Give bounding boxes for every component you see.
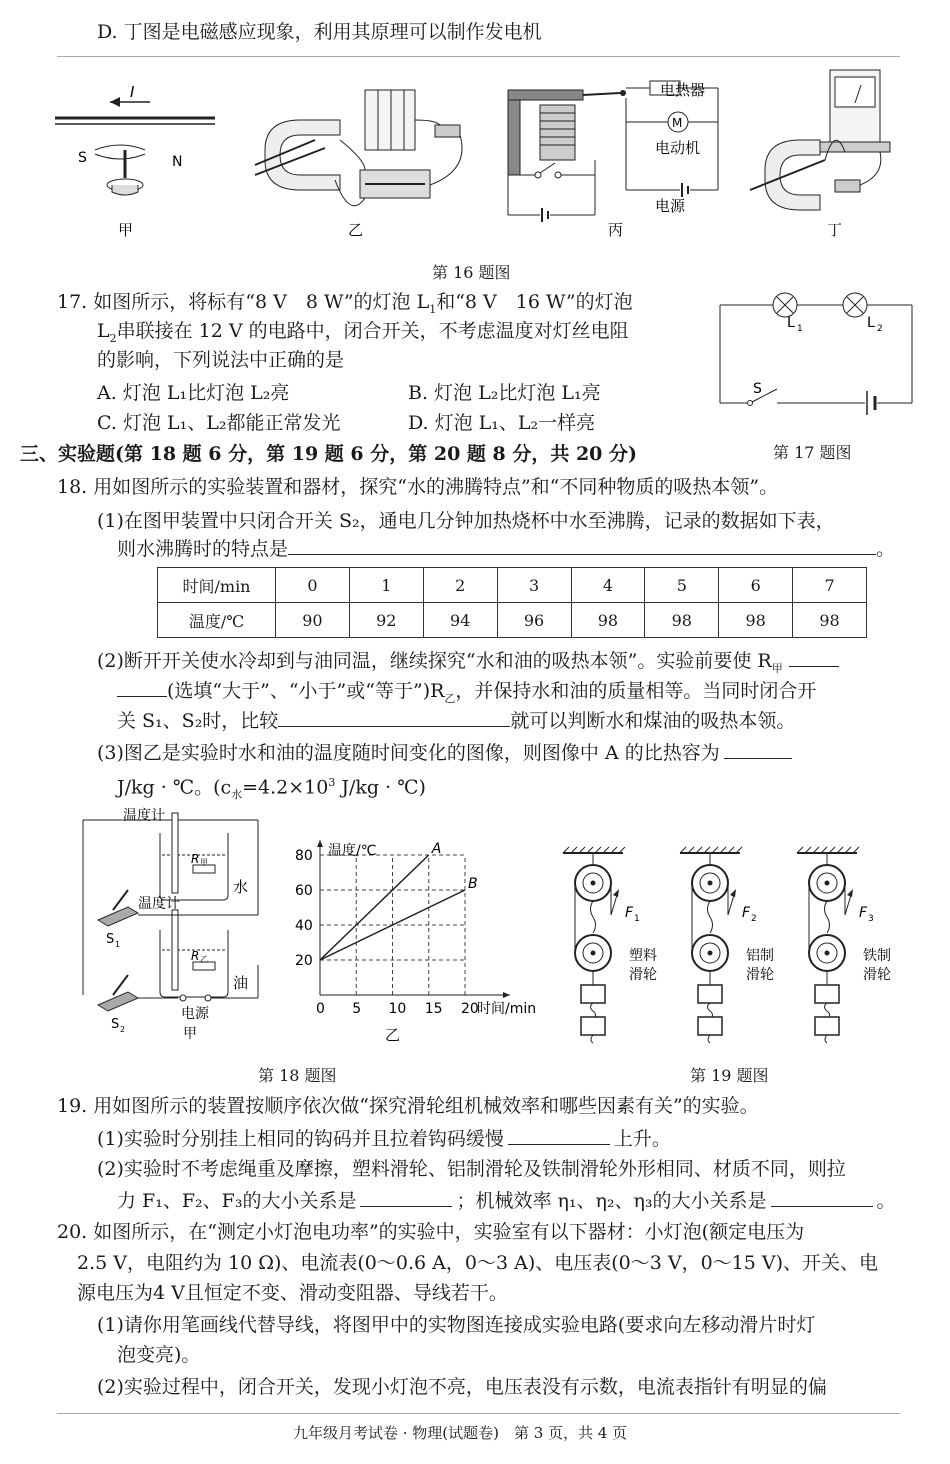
pulley-kind-label: 滑轮 bbox=[746, 967, 774, 983]
series-line-A bbox=[320, 855, 429, 960]
table-cell: 3 bbox=[497, 568, 571, 603]
q17-line3: 的影响，下列说法中正确的是 bbox=[97, 349, 345, 371]
motor-label: 电动机 bbox=[655, 139, 701, 157]
table-cell: 98 bbox=[719, 603, 793, 638]
q18-answer-blank-3[interactable] bbox=[278, 708, 510, 727]
q19-p1: (1)实验时分别挂上相同的钩码并且拉着钩码缓慢 上升。 bbox=[97, 1128, 671, 1150]
q20-line2: 2.5 V，电阻约为 10 Ω)、电流表(0～0.6 A，0～3 A)、电压表(0～3 V，0～15 V)、开关、电 bbox=[77, 1252, 879, 1274]
section-3-heading: 三、实验题(第 18 题 6 分，第 19 题 6 分，第 20 题 8 分，共 20 分) bbox=[20, 443, 638, 465]
force-sub: 1 bbox=[634, 914, 640, 924]
table-cell: 92 bbox=[349, 603, 423, 638]
series-label-A: A bbox=[431, 841, 442, 857]
x-axis-arrow bbox=[503, 992, 510, 998]
q17-option-b[interactable]: B. 灯泡 L₂比灯泡 L₁亮 bbox=[408, 382, 601, 404]
heater-label: 电热器 bbox=[660, 81, 706, 99]
r-yi-sub: 乙 bbox=[200, 955, 208, 964]
weight bbox=[581, 985, 605, 1003]
pulley-kind-label: 滑轮 bbox=[629, 967, 657, 983]
q18-answer-blank-2a[interactable] bbox=[789, 648, 839, 667]
hook bbox=[591, 901, 596, 933]
x-tick-label: 5 bbox=[352, 1001, 362, 1017]
series-label-B: B bbox=[468, 876, 478, 892]
y-axis-label: 温度/℃ bbox=[328, 843, 377, 859]
y-axis-arrow bbox=[317, 840, 323, 847]
q18-answer-blank-2b[interactable] bbox=[117, 678, 167, 697]
q19-stem: 19. 用如图所示的装置按顺序依次做“探究滑轮组机械效率和哪些因素有关”的实验。 bbox=[57, 1095, 759, 1117]
l2-label: L bbox=[867, 315, 875, 331]
thermometer-2-label: 温度计 bbox=[138, 896, 180, 912]
thermometer-1-label: 温度计 bbox=[123, 808, 165, 824]
table-cell: 6 bbox=[719, 568, 793, 603]
table-cell: 98 bbox=[645, 603, 719, 638]
pulley-kind-label: 滑轮 bbox=[863, 967, 891, 983]
fig-bing-label: 丙 bbox=[608, 221, 624, 239]
q17-circuit bbox=[715, 285, 915, 425]
q16-caption: 第 16 题图 bbox=[432, 263, 511, 282]
movable-pulley-axle bbox=[591, 951, 596, 956]
fig-ding-label: 丁 bbox=[827, 221, 843, 239]
q16-figure-ding bbox=[745, 65, 905, 250]
footer-divider bbox=[57, 1413, 900, 1414]
table-cell: 4 bbox=[571, 568, 645, 603]
q18-p2-line2: (选填“大于”、“小于”或“等于$”)R_乙$，并保持水和油的质量相等。当同时闭合开 bbox=[117, 678, 816, 712]
fixed-pulley-axle bbox=[825, 881, 830, 886]
chart-figure-label: 乙 bbox=[385, 1026, 401, 1044]
q17-option-a[interactable]: A. 灯泡 L₁比灯泡 L₂亮 bbox=[97, 382, 290, 404]
pulley-material-label: 塑料 bbox=[629, 948, 657, 964]
table-row-label: 温度/℃ bbox=[158, 603, 276, 638]
divider bbox=[57, 56, 900, 57]
q16-figure-yi bbox=[245, 80, 475, 250]
weight-hook bbox=[591, 1035, 593, 1043]
hook bbox=[708, 901, 713, 933]
table-cell: 1 bbox=[349, 568, 423, 603]
table-cell: 7 bbox=[793, 568, 867, 603]
q18-caption: 第 18 题图 bbox=[258, 1066, 337, 1085]
power-source-label: 电源 bbox=[181, 1006, 209, 1022]
weight bbox=[815, 985, 839, 1003]
movable-pulley-axle bbox=[708, 951, 713, 956]
force-label: F bbox=[742, 905, 751, 921]
q19-answer-blank-2[interactable] bbox=[360, 1188, 452, 1207]
force-sub: 3 bbox=[868, 914, 874, 924]
force-line bbox=[611, 895, 617, 915]
water-label: 水 bbox=[233, 878, 249, 896]
fixed-pulley-axle bbox=[591, 881, 596, 886]
l1-sub: 1 bbox=[797, 324, 803, 334]
oil-label: 油 bbox=[233, 974, 249, 992]
q18-answer-blank-4[interactable] bbox=[724, 740, 792, 759]
weight bbox=[815, 1017, 839, 1035]
weight bbox=[698, 985, 722, 1003]
weight-hook bbox=[825, 1035, 827, 1043]
table-cell: 0 bbox=[276, 568, 350, 603]
r-jia-sub: 甲 bbox=[200, 858, 208, 867]
y-tick-label: 60 bbox=[295, 883, 313, 899]
q18-stem: 18. 用如图所示的实验装置和器材，探究“水的沸腾特点”和“不同种物质的吸热本领”。 bbox=[57, 476, 779, 498]
fig-jia-label: 甲 bbox=[118, 221, 134, 239]
table-cell: 98 bbox=[793, 603, 867, 638]
north-label: N bbox=[172, 154, 183, 170]
q16-figure-bing bbox=[500, 65, 730, 250]
switch-label: S bbox=[753, 381, 762, 397]
x-tick-label: 0 bbox=[316, 1001, 325, 1017]
l1-label: L bbox=[787, 315, 795, 331]
force-arrow bbox=[730, 889, 736, 897]
s2-label: S bbox=[111, 1017, 120, 1032]
q19-answer-blank-1[interactable] bbox=[508, 1126, 610, 1145]
movable-pulley-axle bbox=[825, 951, 830, 956]
q20-line1: 20. 如图所示，在“测定小灯泡电功率”的实验中，实验室有以下器材：小灯泡(额定电压为 bbox=[57, 1221, 805, 1243]
south-label: S bbox=[78, 150, 87, 166]
q17-option-c[interactable]: C. 灯泡 L₁、L₂都能正常发光 bbox=[97, 412, 341, 434]
x-axis-label: 时间/min bbox=[477, 1001, 537, 1017]
x-tick-label: 10 bbox=[388, 1001, 407, 1017]
q19-p2-line1: (2)实验时不考虑绳重及摩擦，塑料滑轮、铝制滑轮及铁制滑轮外形相同、材质不同，则拉 bbox=[97, 1158, 846, 1180]
table-cell: 2 bbox=[423, 568, 497, 603]
hook bbox=[825, 901, 830, 933]
table-row-time bbox=[158, 568, 867, 603]
table-cell: 96 bbox=[497, 603, 571, 638]
pulley-material-label: 铁制 bbox=[863, 948, 891, 964]
force-arrow bbox=[613, 889, 619, 897]
q18-p3-line2: J/kg · ℃。($c_水=4.2\times 10^3$ J/kg · ℃) bbox=[117, 776, 426, 802]
q20-p1-line2: 泡变亮)。 bbox=[117, 1344, 201, 1366]
force-label: F bbox=[625, 905, 634, 921]
q18-p2-line1: (2)断开开关使水冷却到与油同温，继续探究“水和油的吸热本领”。实验前要使 $R_甲$ bbox=[97, 648, 839, 682]
q20-p2-line1: (2)实验过程中，闭合开关，发现小灯泡不亮，电压表没有示数，电流表指针有明显的偏 bbox=[97, 1376, 827, 1398]
power-label: 电源 bbox=[655, 197, 686, 215]
q19-p2-line2: 力 F₁、F₂、F₃的大小关系是 ；机械效率 η₁、η₂、η₃的大小关系是 。 bbox=[117, 1190, 896, 1212]
force-arrow bbox=[847, 889, 853, 897]
fixed-pulley-axle bbox=[708, 881, 713, 886]
table-row-temp bbox=[158, 603, 867, 638]
q18-p1-line2: 则水沸腾时的特点是 。 bbox=[117, 538, 896, 560]
force-line bbox=[845, 895, 851, 915]
force-line bbox=[728, 895, 734, 915]
s1-label: S bbox=[106, 932, 115, 947]
r-jia-label: R bbox=[191, 852, 200, 866]
weight-hook bbox=[708, 1035, 710, 1043]
table-cell: 94 bbox=[423, 603, 497, 638]
y-tick-label: 20 bbox=[295, 953, 313, 969]
q20-p1-line1: (1)请你用笔画线代替导线，将图甲中的实物图连接成实验电路(要求向左移动滑片时灯 bbox=[97, 1314, 816, 1336]
q18-chart bbox=[290, 835, 537, 1044]
q17-option-d[interactable]: D. 灯泡 L₁、L₂一样亮 bbox=[408, 412, 596, 434]
q17-line2: $L_2$串联接在 12 V 的电路中，闭合开关，不考虑温度对灯丝电阻 bbox=[97, 320, 629, 345]
table-cell: 90 bbox=[276, 603, 350, 638]
q18-p3-line1: (3)图乙是实验时水和油的温度随时间变化的图像，则图像中 A 的比热容为 bbox=[97, 740, 792, 766]
q16-option-d: D. 丁图是电磁感应现象，利用其原理可以制作发电机 bbox=[97, 21, 542, 43]
table-cell: 5 bbox=[645, 568, 719, 603]
page-footer: 九年级月考试卷 · 物理(试题卷) 第 3 页，共 4 页 bbox=[293, 1424, 628, 1442]
x-tick-label: 15 bbox=[424, 1001, 443, 1017]
current-label: I bbox=[130, 83, 135, 101]
q19-pulley-figure bbox=[555, 845, 915, 1045]
x-tick-label: 20 bbox=[461, 1001, 479, 1017]
weight bbox=[698, 1017, 722, 1035]
q19-caption: 第 19 题图 bbox=[690, 1066, 769, 1085]
y-tick-label: 40 bbox=[295, 918, 313, 934]
motor-symbol: M bbox=[672, 116, 683, 130]
q16-figure-jia bbox=[50, 80, 220, 250]
q18-data-table bbox=[157, 567, 867, 638]
weight bbox=[581, 1017, 605, 1035]
q19-answer-blank-3[interactable] bbox=[771, 1188, 873, 1207]
q17-caption: 第 17 题图 bbox=[773, 443, 852, 462]
q18-figure-jia bbox=[78, 805, 278, 1045]
fig-yi-label: 乙 bbox=[348, 221, 364, 239]
force-sub: 2 bbox=[751, 914, 757, 924]
table-cell: 98 bbox=[571, 603, 645, 638]
q17-line1: 17. 如图所示，将标有“8 V 8 W”的灯泡 $L_1$和“8 V 16 W”的灯泡 bbox=[57, 291, 633, 316]
q20-line3: 源电压为4 V且恒定不变、滑动变阻器、导线若干。 bbox=[77, 1282, 508, 1304]
fig-jia-label: 甲 bbox=[183, 1026, 197, 1042]
y-tick-label: 80 bbox=[295, 848, 313, 864]
q18-answer-blank-1[interactable] bbox=[288, 536, 876, 555]
s2-sub: 2 bbox=[120, 1025, 126, 1034]
table-header: 时间/min bbox=[158, 568, 276, 603]
l2-sub: 2 bbox=[877, 324, 883, 334]
r-yi-label: R bbox=[191, 949, 200, 963]
q18-p1-line1: (1)在图甲装置中只闭合开关 S₂，通电几分钟加热烧杯中水至沸腾，记录的数据如下表， bbox=[97, 510, 835, 532]
q18-p2-line3: 关 S₁、S₂时，比较 就可以判断水和煤油的吸热本领。 bbox=[117, 710, 796, 732]
s1-sub: 1 bbox=[115, 940, 121, 949]
force-label: F bbox=[859, 905, 868, 921]
pulley-material-label: 铝制 bbox=[746, 948, 774, 964]
